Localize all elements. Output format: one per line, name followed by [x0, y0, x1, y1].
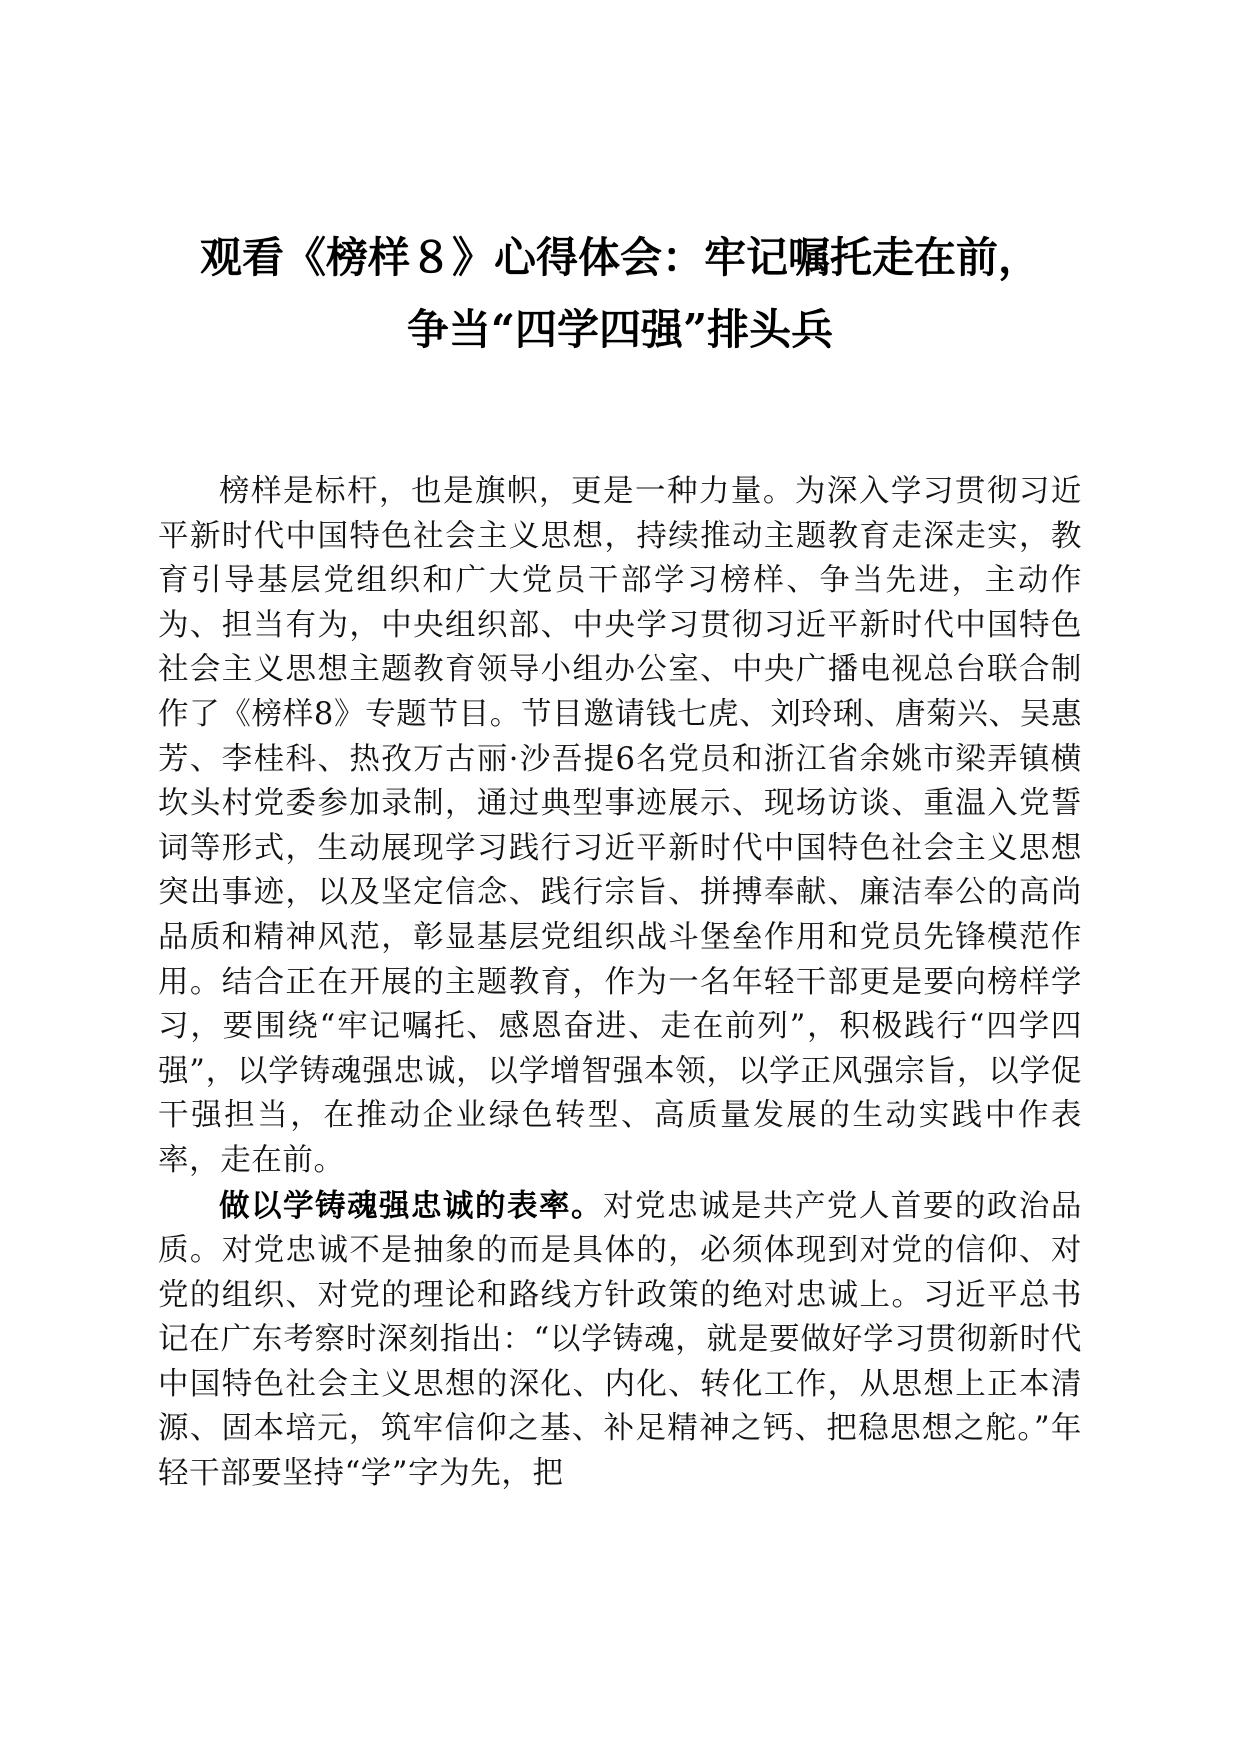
paragraph-loyalty-text: 对党忠诚是共产党人首要的政治品质。对党忠诚不是抽象的而是具体的，必须体现到对党的信仰、对党的组织、对党的理论和路线方针政策的绝对忠诚上。习近平总书记在广东考察时深刻指出：“以学铸魂，就是要做好学习贯彻新时代中国特色社会主义思想的深化、内化、转化工作，从思想上正本清源、固本培元，筑牢信仰之基、补足精神之钙、把稳思想之舵。”年轻干部要坚持“学”字为先，把	[158, 1188, 1082, 1492]
paragraph-intro-text: 榜样是标杆，也是旗帜，更是一种力量。为深入学习贯彻习近平新时代中国特色社会主义思想，持续推动主题教育走深走实，教育引导基层党组织和广大党员干部学习榜样、争当先进，主动作为、担当有为，中央组织部、中央学习贯彻习近平新时代中国特色社会主义思想主题教育领导小组办公室、中央广播电视总台联合制作了《榜样8》专题节目。节目邀请钱七虎、刘玲琍、唐菊兴、吴惠芳、李桂科、热孜万古丽·沙吾提6名党员和浙江省余姚市梁弄镇横坎头村党委参加录制，通过典型事迹展示、现场访谈、重温入党誓词等形式，生动展现学习践行习近平新时代中国特色社会主义思想突出事迹，以及坚定信念、践行宗旨、拼搏奉献、廉洁奉公的高尚品质和精神风范，彰显基层党组织战斗堡垒作用和党员先锋模范作用。结合正在开展的主题教育，作为一名年轻干部更是要向榜样学习，要围绕“牢记嘱托、感恩奋进、走在前列”，积极践行“四学四强”，以学铸魂强忠诚，以学增智强本领，以学正风强宗旨，以学促干强担当，在推动企业绿色转型、高质量发展的生动实践中作表率，走在前。	[158, 474, 1082, 1178]
paragraph-intro	[158, 470, 1082, 1184]
document-title	[140, 222, 1100, 366]
document-body	[158, 470, 1082, 1497]
paragraph-loyalty-lead: 做以学铸魂强忠诚的表率。	[219, 1187, 603, 1224]
paragraph-loyalty	[158, 1184, 1082, 1497]
title-line-2: 争当“四学四强”排头兵	[406, 305, 834, 354]
title-line-1: 观看《榜样８》心得体会：牢记嘱托走在前，	[199, 233, 1040, 282]
